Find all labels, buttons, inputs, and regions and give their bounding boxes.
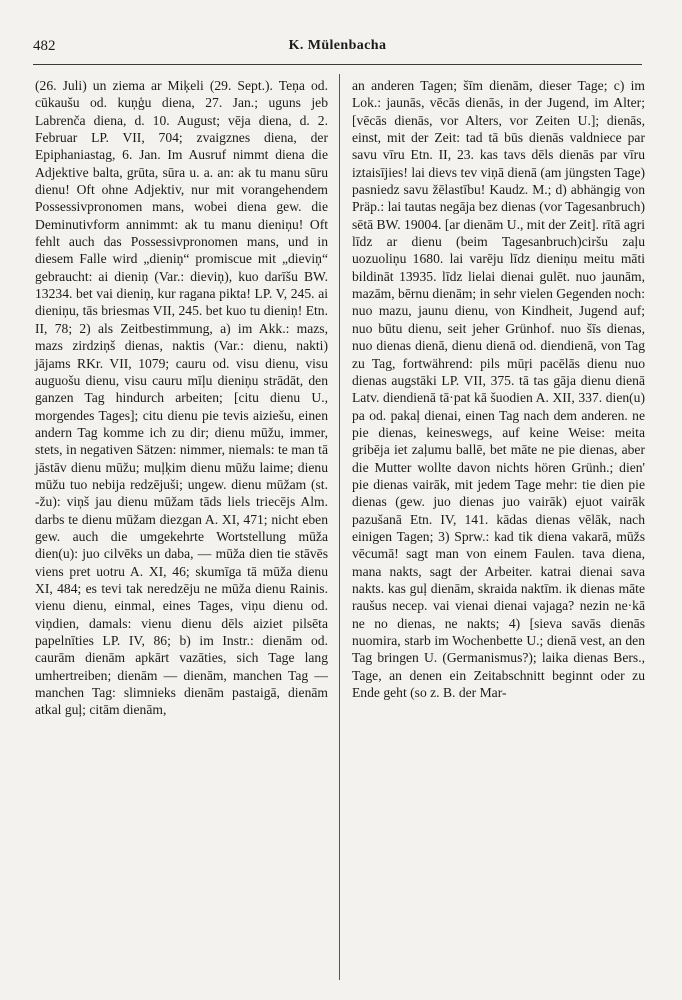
page-number: 482 <box>33 38 56 54</box>
left-column-text: (26. Juli) un ziema ar Miķeli (29. Sept.). Teņa od. cūkaušu od. kuņģu diena, 27. Jan.; uguns jeb Labrenča diena, d. 10. August; vēja diena, d. 2. Februar LP. VII, 704; zvaigznes diena, der Epiphaniastag, 6. Jan. Im Ausruf nimmt diena die Adjektive balta, grūta, sūra u. a. an: ak tu manu sūru dienu! Oft ohne Adjektiv, nur mit vorangehendem Possessivpronomen mans, wobei diena gew. die Deminutivform annimmt: ak tu manu dieniņu! Oft fehlt auch das Possessivpronomen mans, und in diesem Falle wird „dieniņ“ promiscue mit „dieviņ“ gebraucht: ai dieniņ (Var.: dieviņ), kuo darīšu BW. 13234. bet vai dieniņ, kur ragana pikta! LP. V, 245. ai dieniņu, tās briesmas VII, 245. bet kuo tu dieniņ! Etn. II, 78; 2) als Zeitbestimmung, a) im Akk.: mazs, mazs zirdziņš dienas, naktis (Var.: dienu, nakti) jājams RKr. VII, 1079; cauru od. visu dienu, visu auguošu dienu, visu cauru mīļu dieniņu strādāt, den ganzen Tag hindurch arbeiten; [citu dienu U., morgendes Tages]; citu dienu pie tevis aiziešu, einen andern Tag komme ich zu dir; dienu mūžu, immer, stets, in negativen Sätzen: nimmer, niemals: te man tā jāstāv dienu mūžu; muļķim dienu mūžu laime; dienu mūžu tuo nebija redzējuši; ungew. dienu mūžam (st. -žu): viņš jau dienu mūžam tāds liels triecējs Alm. darbs te dienu mūžam diezgan A. XI, 471; nicht eben gew. auch die umgekehrte Wortstellung mūža dien(u): juo cilvēks un daba, — mūža dien tie stāvēs viens pret uotru A. XI, 46; skumīga tā mūža dienu XI, 484; es tevi tak neredzēju ne mūža dienu Rainis. vienu dienu, einmal, eines Tages, viņu dienu od. viņdien, damals: vienu dienu dēls aiziet pilsēta papelnīties LP. IV, 86; b) im Instr.: dienām od. caurām dienām apkārt vazāties, sich Tage lang umhertreiben; dienām — dienām, manchen Tag — manchen Tag: slimnieks dienām pastaigā, dienām atkal guļ; citām dienām, <box>35 78 328 718</box>
right-column-text: an anderen Tagen; šīm dienām, dieser Tage; c) im Lok.: jaunās, vēcās dienās, in der Jugend, im Alter; [vēcās dienās, vor Alters, vor Zeiten U.]; dienās, einst, mit der Zeit: tad tā būs dienās valdniece par savu vīru Etn. II, 23. kas tavs dēls dienās par vīru iztaisījies! lai dievs tev viņā dienā (am jüngsten Tage) pasniedz savu žēlastību! Kaudz. M.; d) abhängig von Präp.: lai tautas negāja bez dienas (vor Tagesanbruch) sētā BW. 19004. [ar dienām U., mit der Zeit]. rītā agri līdz ar dienu (beim Tagesanbruch)ciršu zaļu uozuoliņu 1680. lai varēju līdz dieniņu meitu māti bildināt 13935. līdz lielai dienai gulēt. nuo jaunām, mazām, bērnu dienām; in sehr vielen Gegenden noch: nuo mazu, jaunu dienu, von Kindheit, Jugend auf; nuo būtu dienu, seit jeher Grünhof. nuo šīs dienas, nuo dienas dienā, dienu dienā od. diendienā, von Tag zu Tag, fortwährend: pils mūŗi pacēlās dienu nuo dienas augstāki LP. VII, 375. tā tas gāja dienu dienā Latv. diendienā tā·pat kā šuodien A. XII, 337. dien(u) pa od. pakaļ dienai, einen Tag nach dem anderen. ne pie dienas, keineswegs, auf keine Weise: meita gribēja iet zaļumu ballē, bet māte ne pie dienas, aber die Mutter wollte davon nichts hören Grünh.; dien' pie dienas vairāk, mit jedem Tage mehr: tie dien pie dienas (gew. juo dienas juo vairāk) ejuot vairāk pazušanā Etn. IV, 141. kādas dienas vēlāk, nach einigen Tagen; 3) Sprw.: kad tik diena vakarā, mūžs vēcumā! sagt man von einem Faulen. tava diena, mana nakts, sagt der Arbeiter. katrai dienai sava nakts. kas guļ dienām, skraida naktīm. ik dienas māte raušus necep. vai vienai dienai vajaga? nezin ne·kā ne no dienas, ne nakts; 4) [sieva savās dienās nuomira, starb im Wochenbette U.; dienā vest, an den Tag bringen U. (Germanismus?); laika dienas Bers., Tage, an denen ein Zeitabschnitt beginnt oder zu Ende geht (so z. B. der Mar- <box>352 78 645 701</box>
column-divider <box>339 74 340 980</box>
right-column <box>352 77 645 701</box>
page-header <box>33 30 642 65</box>
running-title: K. Mülenbacha <box>288 38 387 53</box>
left-column <box>35 77 328 719</box>
